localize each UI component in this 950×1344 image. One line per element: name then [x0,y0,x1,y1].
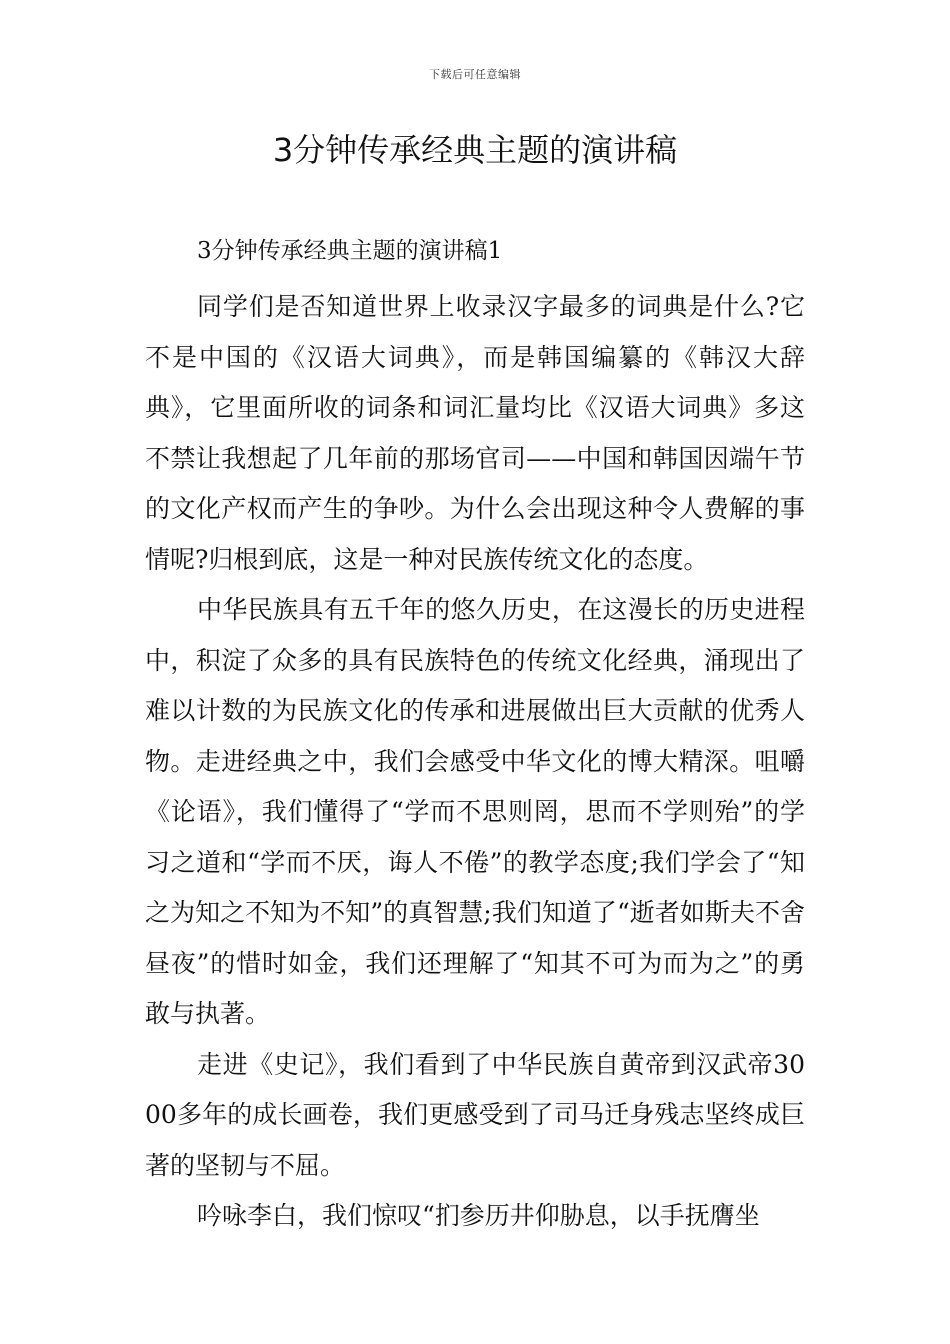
header-note: 下载后可任意编辑 [429,68,521,81]
document-body [145,226,805,1242]
paragraph-4: 吟咏李白，我们惊叹“扪参历井仰胁息，以手抚膺坐 [197,1201,760,1230]
section-subheading: 3分钟传承经典主题的演讲稿1 [197,238,503,264]
paragraph-1: 同学们是否知道世界上收录汉字最多的词典是什么?它不是中国的《汉语大词典》，而是韩国编纂的《韩汉大辞典》，它里面所收的词条和词汇量均比《汉语大词典》多这不禁让我想起了几年前的那场官司——中国和韩国因端午节的文化产权而产生的争吵。为什么会出现这种令人费解的事情呢?归根到底，这是一种对民族传统文化的态度。 [145,292,805,574]
paragraph-2: 中华民族具有五千年的悠久历史，在这漫长的历史进程中，积淀了众多的具有民族特色的传统文化经典，涌现出了难以计数的为民族文化的传承和进展做出巨大贡献的优秀人物。走进经典之中，我们会感受中华文化的博大精深。咀嚼《论语》，我们懂得了“学而不思则罔，思而不学则殆”的学习之道和“学而不厌，诲人不倦”的教学态度;我们学会了“知之为知之不知为不知”的真智慧;我们知道了“逝者如斯夫不舍昼夜”的惜时如金，我们还理解了“知其不可为而为之”的勇敢与执著。 [145,595,805,1028]
document-title: 3分钟传承经典主题的演讲稿 [272,131,678,169]
paragraph-3: 走进《史记》，我们看到了中华民族自黄帝到汉武帝3000多年的成长画卷，我们更感受到了司马迁身残志坚终成巨著的坚韧与不屈。 [145,1049,805,1180]
